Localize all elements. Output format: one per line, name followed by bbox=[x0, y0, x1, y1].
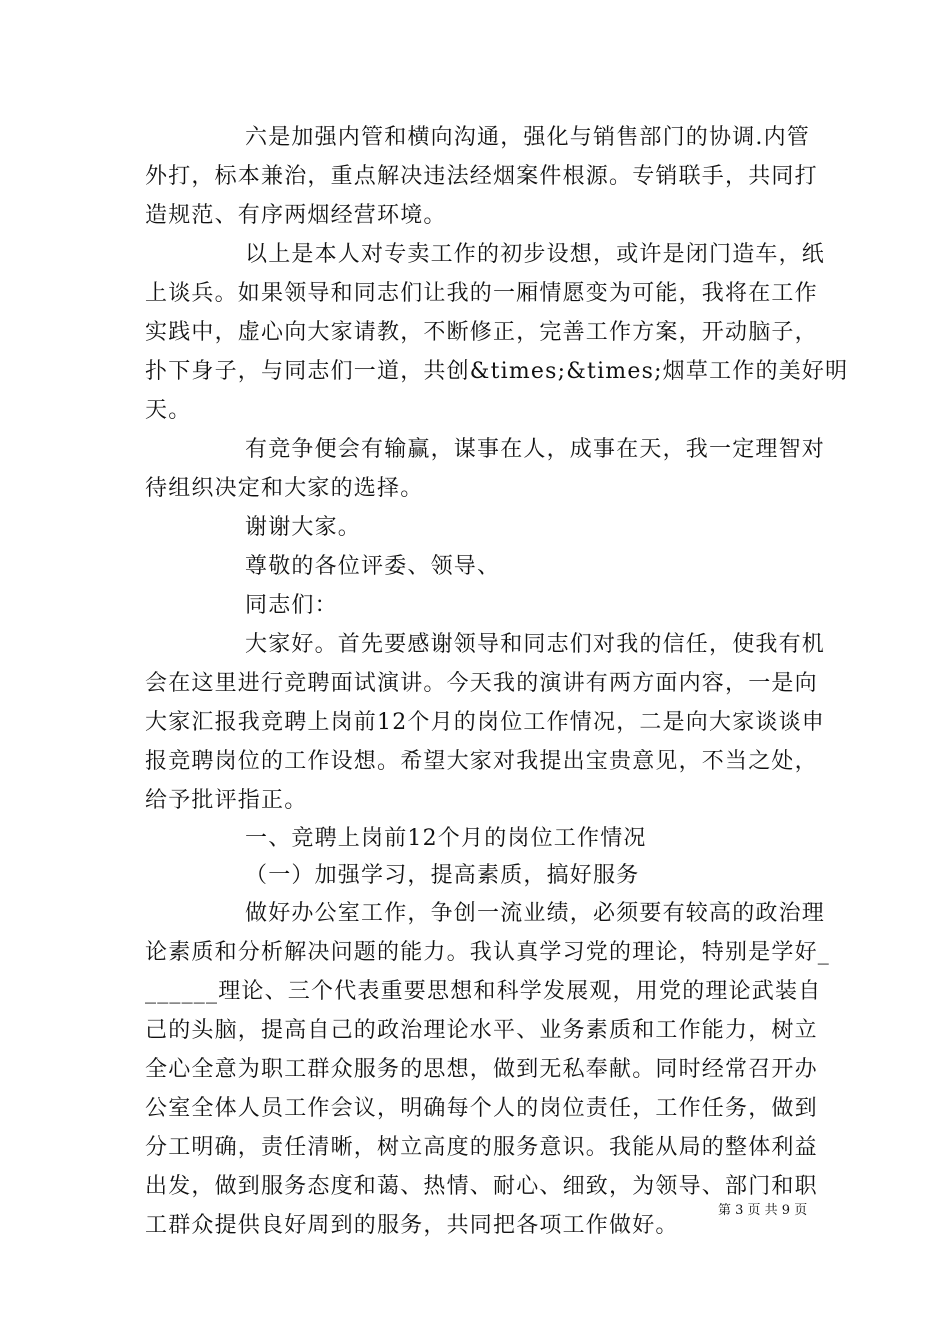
text-line: 做好办公室工作，争创一流业绩，必须要有较高的政治理 bbox=[245, 901, 826, 926]
text-line: 出发，做到服务态度和蔼、热情、耐心、细致，为领导、部门和职 bbox=[145, 1174, 818, 1199]
text-line: ______理论、三个代表重要思想和科学发展观，用党的理论武装自 bbox=[145, 979, 822, 1004]
text-line: 全心全意为职工群众服务的思想，做到无私奉献。同时经常召开办 bbox=[145, 1057, 818, 1082]
text-line: 报竞聘岗位的工作设想。希望大家对我提出宝贵意见，不当之处， bbox=[145, 749, 818, 774]
text-line: 分工明确，责任清晰，树立高度的服务意识。我能从局的整体利益 bbox=[145, 1135, 818, 1160]
text-line: 尊敬的各位评委、领导、 bbox=[245, 554, 501, 579]
document-body bbox=[145, 118, 849, 1245]
text-line: 己的头脑，提高自己的政治理论水平、业务素质和工作能力，树立 bbox=[145, 1018, 818, 1043]
text-line: 会在这里进行竞聘面试演讲。今天我的演讲有两方面内容，一是向 bbox=[145, 671, 818, 696]
text-line: 谢谢大家。 bbox=[245, 515, 362, 540]
text-line: 待组织决定和大家的选择。 bbox=[145, 476, 424, 501]
text-line: 论素质和分析解决问题的能力。我认真学习党的理论，特别是学好_ bbox=[145, 940, 831, 965]
text-line: 给予批评指正。 bbox=[145, 788, 308, 813]
text-line: 大家汇报我竞聘上岗前12个月的岗位工作情况，二是向大家谈谈申 bbox=[145, 710, 825, 735]
text-line: 工群众提供良好周到的服务，共同把各项工作做好。 bbox=[145, 1213, 679, 1238]
text-line: 以上是本人对专卖工作的初步设想，或许是闭门造车，纸 bbox=[245, 242, 826, 267]
text-line: 同志们： bbox=[245, 593, 338, 618]
page-number: 第 3 页 共 9 页 bbox=[718, 1203, 808, 1218]
text-line: 扑下身子，与同志们一道，共创&times;&times;烟草工作的美好明 bbox=[145, 359, 849, 384]
subsection-heading: （一）加强学习，提高素质，搞好服务 bbox=[245, 863, 640, 888]
text-line: 实践中，虚心向大家请教，不断修正，完善工作方案，开动脑子， bbox=[145, 320, 818, 345]
text-line: 六是加强内管和横向沟通，强化与销售部门的协调.内管 bbox=[245, 125, 810, 150]
text-line: 大家好。首先要感谢领导和同志们对我的信任，使我有机 bbox=[245, 632, 826, 657]
text-line: 造规范、有序两烟经营环境。 bbox=[145, 203, 447, 228]
text-line: 有竞争便会有输赢，谋事在人，成事在天，我一定理智对 bbox=[245, 437, 826, 462]
text-line: 外打，标本兼治，重点解决违法经烟案件根源。专销联手，共同打 bbox=[145, 164, 818, 189]
text-line: 上谈兵。如果领导和同志们让我的一厢情愿变为可能，我将在工作 bbox=[145, 281, 818, 306]
text-line: 公室全体人员工作会议，明确每个人的岗位责任，工作任务，做到 bbox=[145, 1096, 818, 1121]
section-heading: 一、竞聘上岗前12个月的岗位工作情况 bbox=[245, 826, 647, 851]
text-line: 天。 bbox=[145, 398, 192, 423]
